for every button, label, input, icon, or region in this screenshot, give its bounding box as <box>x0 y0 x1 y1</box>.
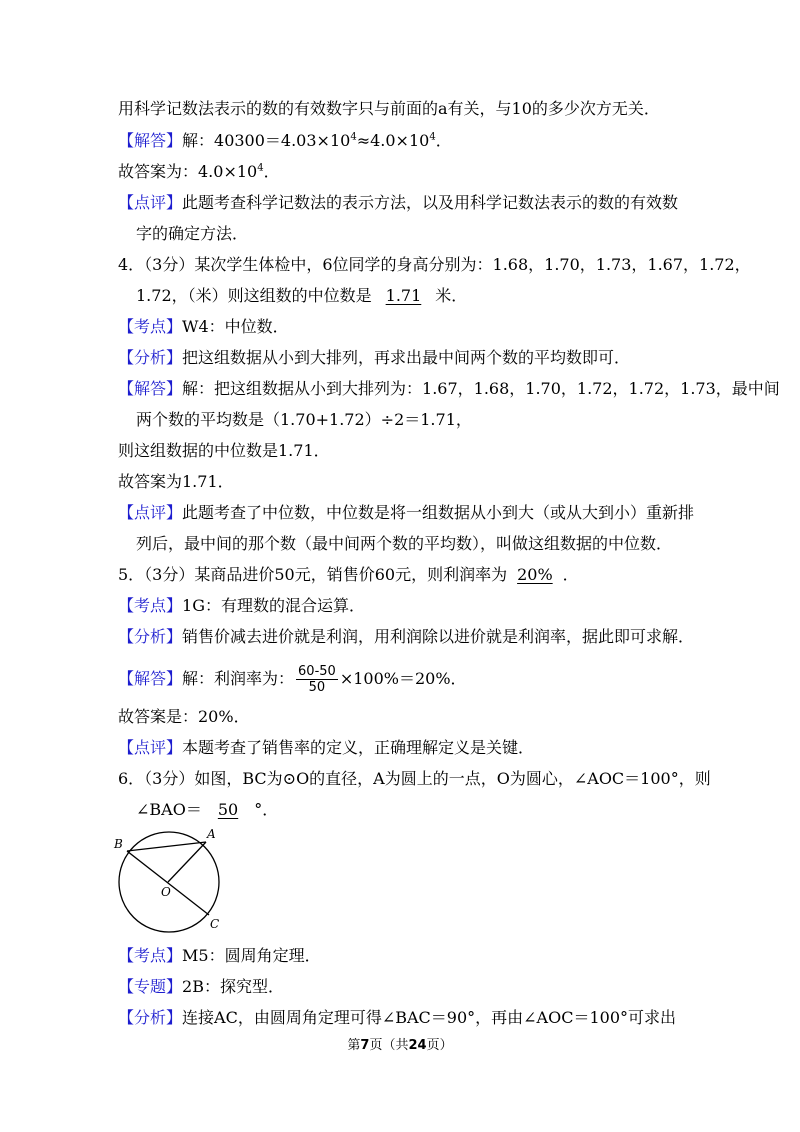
kaodian-line: 【考点】W4：中位数． <box>118 317 289 336</box>
question-4: 4．（3分）某次学生体检中，6位同学的身高分别为：1.68，1.70，1.73，1.67，1.72， <box>118 255 751 274</box>
answer-blank: 1.71 <box>385 286 422 305</box>
question-6-cont: ∠BAO＝ 50 °． <box>136 800 279 819</box>
text-line: 故答案为1.71． <box>118 472 234 491</box>
question-6: 6．（3分）如图，BC为⊙O的直径，A为圆上的一点，O为圆心，∠AOC＝100°，则 <box>118 769 711 788</box>
text-line: 用科学记数法表示的数的有效数字只与前面的a有关，与10的多少次方无关． <box>118 99 660 118</box>
diameter-bc <box>127 851 209 915</box>
section-tag: 【解答】 <box>118 669 183 688</box>
text-line: 故答案是：20%． <box>118 707 250 726</box>
comment-line: 【点评】此题考查科学记数法的表示方法，以及用科学记数法表示的数的有效数 <box>118 193 679 212</box>
radius-oa <box>168 842 206 882</box>
page-total: 24 <box>408 1038 427 1053</box>
section-tag: 【解答】 <box>118 379 183 398</box>
answer-line: 【解答】解：$40300=4.03\times 10^4\approx 4.0\times 10^4$． <box>118 131 452 150</box>
section-tag: 【专题】 <box>118 977 183 996</box>
question-5: 5．（3分）某商品进价50元，销售价60元，则利润率为 20% ． <box>118 565 579 584</box>
question-4-cont: 1.72，（米）则这组数的中位数是 1.71 米． <box>136 286 468 305</box>
section-tag: 【点评】 <box>118 738 183 757</box>
section-tag: 【分析】 <box>118 348 183 367</box>
circle-figure <box>110 820 230 940</box>
answer-line: 【解答】解：利润率为： $\frac{60-50}{50}$ ×100%＝20%． <box>118 664 467 695</box>
fraction: $\frac{60-50}{50}$ <box>298 664 336 695</box>
zhuanti-line: 【专题】2B：探究型． <box>118 977 284 996</box>
text-line: 两个数的平均数是（1.70+1.72）÷2＝1.71， <box>136 410 472 429</box>
fenxi-line: 【分析】销售价减去进价就是利润，用利润除以进价就是利润率，据此即可求解． <box>118 627 695 646</box>
fenxi-line: 【分析】把这组数据从小到大排列，再求出最中间两个数的平均数即可． <box>118 348 631 367</box>
label-o: O <box>161 885 171 899</box>
answer-blank: 50 <box>217 800 239 819</box>
text-line: 字的确定方法． <box>136 224 249 243</box>
page-footer: 第7页（共24页） <box>347 1038 453 1053</box>
chord-ba <box>127 842 206 851</box>
label-c: C <box>210 917 220 931</box>
section-tag: 【考点】 <box>118 946 183 965</box>
section-tag: 【分析】 <box>118 627 183 646</box>
text-line: 则这组数据的中位数是1.71． <box>118 441 330 460</box>
section-tag: 【考点】 <box>118 596 183 615</box>
text-line: 故答案为：$4.0\times 10^4$． <box>118 162 280 181</box>
comment-line: 【点评】本题考查了销售率的定义，正确理解定义是关键． <box>118 738 535 757</box>
section-tag: 【考点】 <box>118 317 183 336</box>
section-tag: 【分析】 <box>118 1008 183 1027</box>
fenxi-line: 【分析】连接AC，由圆周角定理可得∠BAC＝90°，再由∠AOC＝100°可求出 <box>118 1008 676 1027</box>
label-b: B <box>114 837 123 851</box>
text-line: 列后，最中间的那个数（最中间两个数的平均数），叫做这组数据的中位数． <box>136 534 673 553</box>
section-tag: 【点评】 <box>118 193 183 212</box>
label-a: A <box>207 827 216 841</box>
comment-line: 【点评】此题考查了中位数，中位数是将一组数据从小到大（或从大到小）重新排 <box>118 503 695 522</box>
answer-blank: 20% <box>517 565 553 584</box>
section-tag: 【解答】 <box>118 131 183 150</box>
kaodian-line: 【考点】1G：有理数的混合运算． <box>118 596 365 615</box>
circle-o <box>119 832 219 932</box>
answer-line: 【解答】解：把这组数据从小到大排列为：1.67，1.68，1.70，1.72，1.72，1.73，最中间 <box>118 379 780 398</box>
kaodian-line: 【考点】M5：圆周角定理． <box>118 946 321 965</box>
page-number: 7 <box>360 1038 370 1053</box>
section-tag: 【点评】 <box>118 503 183 522</box>
